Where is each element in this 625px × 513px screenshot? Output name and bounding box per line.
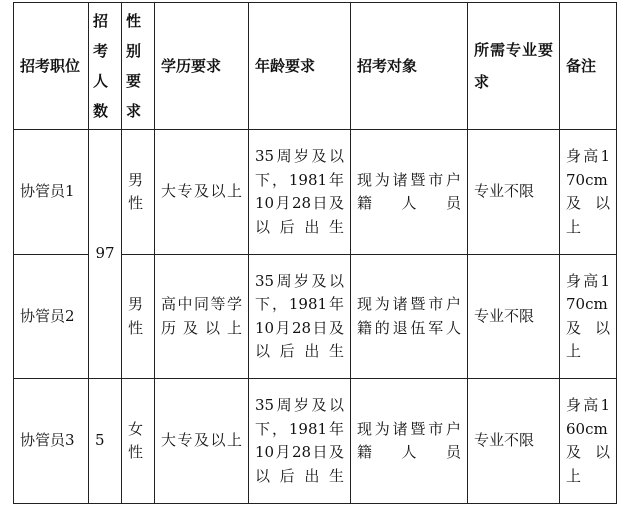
cell-target: 现为诸暨市户籍人员 [351,130,468,255]
cell-age: 35周岁及以下，1981年10月28日及以后出生 [249,379,351,504]
cell-major: 专业不限 [468,255,560,379]
header-remarks: 备注 [560,3,617,130]
cell-position: 协管员2 [14,255,89,379]
header-education: 学历要求 [155,3,249,130]
cell-count: 5 [89,379,122,504]
cell-education: 大专及以上 [155,379,249,504]
cell-position: 协管员1 [14,130,89,255]
cell-gender: 男性 [122,255,155,379]
header-gender: 性别要求 [122,3,155,130]
header-major: 所需专业要求 [468,3,560,130]
cell-age: 35周岁及以下，1981年10月28日及以后出生 [249,255,351,379]
header-count: 招考人数 [89,3,122,130]
cell-target: 现为诸暨市户籍人员 [351,379,468,504]
cell-remarks: 身高170cm及以上 [560,255,617,379]
cell-remarks: 身高160cm及以上 [560,379,617,504]
table-row [14,130,617,255]
cell-major: 专业不限 [468,379,560,504]
cell-age: 35周岁及以下，1981年10月28日及以后出生 [249,130,351,255]
cell-education: 高中同等学历及以上 [155,255,249,379]
cell-remarks: 身高170cm及以上 [560,130,617,255]
header-position: 招考职位 [14,3,89,130]
header-target: 招考对象 [351,3,468,130]
cell-target: 现为诸暨市户籍的退伍军人 [351,255,468,379]
cell-count: 97 [89,130,122,379]
cell-education: 大专及以上 [155,130,249,255]
header-age: 年龄要求 [249,3,351,130]
recruitment-table [13,2,617,504]
cell-position: 协管员3 [14,379,89,504]
cell-major: 专业不限 [468,130,560,255]
table-row [14,379,617,504]
cell-gender: 女性 [122,379,155,504]
header-row [14,3,617,130]
cell-gender: 男性 [122,130,155,255]
